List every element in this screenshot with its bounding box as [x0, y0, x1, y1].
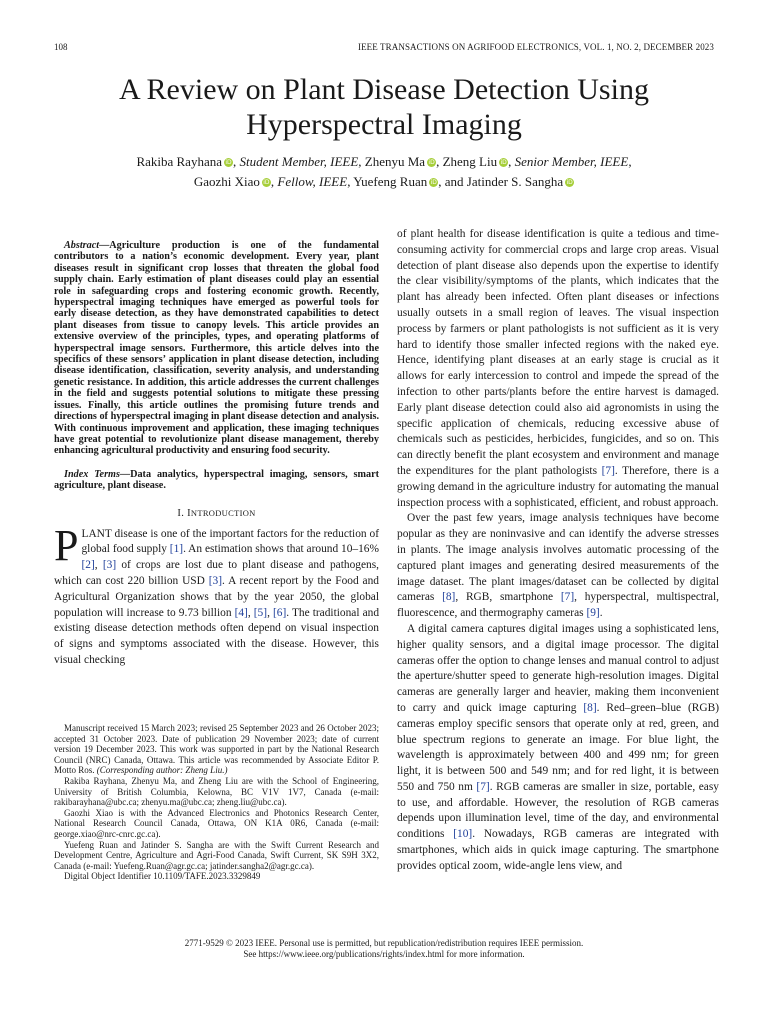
index-terms	[54, 469, 379, 492]
intro-text: ,	[247, 606, 254, 619]
body-text: A digital camera captures digital images using a sophisticated lens, higher quality sensors, and a digital image processor. The digital cameras offer the option to change lenses and manual control to adjust the aperture/shutter speed to generate high-resolution images. Digital cameras are generally larger and heavier, making them inconvenient to carry and quick image capturing	[397, 622, 719, 714]
section-heading-introduction	[54, 508, 379, 519]
intro-text: of crops are lost due to plant disease and pathogens, which can cost 220 billion USD	[54, 559, 379, 587]
body-text: , RGB, smartphone	[455, 591, 561, 604]
footnote-affiliation: Rakiba Rayhana, Zhenyu Ma, and Zheng Liu are with the School of Engineering, University of British Columbia, Kelowna, BC V1V 1V7, Canada (e-mail: rakibarayhana@ubc.ca; zhenyu.ma@ubc.ca; zheng.liu@ubc.ca).	[54, 775, 379, 808]
citation-link[interactable]: [7]	[601, 464, 615, 477]
author-list: Rakiba Rayhana iD, Student Member, IEEE, Zhenyu Ma iD, Zheng Liu iD, Senior Member, IEEE, Gaozhi Xiao iD, Fellow, IEEE, Yuefeng Ruan iD, and Jatinder S. Sangha iD	[136, 154, 632, 189]
author-name: Yuefeng Ruan	[353, 174, 428, 189]
footnotes	[54, 723, 379, 882]
intro-text: ,	[94, 559, 103, 572]
author-role: Student Member, IEEE	[239, 154, 359, 169]
footnote-affiliation: Gaozhi Xiao is with the Advanced Electronics and Photonics Research Center, National Research Council Canada, Ottawa, ON K1A 0R6, Canada (e-mail: george.xiao@nrc-cnrc.gc.ca).	[54, 807, 379, 839]
page-number: 108	[54, 42, 68, 52]
index-terms-label: Index Terms	[64, 468, 120, 480]
orcid-icon[interactable]: iD	[263, 179, 270, 186]
orcid-icon[interactable]: iD	[430, 179, 437, 186]
section-numeral: I.	[177, 507, 185, 519]
paper-title	[54, 72, 714, 142]
rights-link-line: See https://www.ieee.org/publications/rights/index.html for more information.	[243, 949, 525, 959]
drop-cap: P	[54, 520, 79, 570]
intro-text: . The traditional and existing disease detection methods often depend on visual inspection of signs and symptoms associated with the disease. However, this visual checking	[54, 606, 380, 666]
abstract-text: —Agriculture production is one of the fundamental contributors to a nation’s economic development. Every year, plant diseases result in significant crop losses that threaten the global food supply chain. Early estimation of plant diseases could play an essential role in safeguarding crops and fostering economic growth. Recently, hyperspectral imaging techniques have emerged as powerful tools for early disease detection, as they have demonstrated capabilities to detect plant diseases from tissue to canopy levels. This article provides an extensive overview of the principles, types, and operating platforms of hyperspectral image sensors. Furthermore, this article delves into the specifics of these sensors’ application in plant disease detection, including disease identification, classification, severity analysis, and understanding genetic resistance. In addition, this article addresses the current challenges in the field and suggests potential solutions to mitigate these pressing issues. Finally, this article outlines the promising future trends and directions of hyperspectral imaging in plant disease detection and analysis. With continuous improvement and application, these imaging techniques have great potential to revolutionize plant disease management, thereby enhancing agricultural productivity and ensuring food security.	[54, 240, 379, 457]
orcid-icon[interactable]: iD	[225, 159, 232, 166]
page-footer	[54, 938, 714, 960]
intro-text: . An estimation shows that around 10–16%	[183, 543, 379, 556]
citation-link[interactable]: [7]	[560, 591, 575, 604]
abstract	[54, 240, 379, 457]
footnote-text: Manuscript received 15 March 2023; revised 25 September 2023 and 26 October 2023; accepted 31 October 2023. Date of publication 29 November 2023; date of current version 19 December 2023. This work was supported in part by the National Research Council (NRC) Canada, Ottawa. This article was recommended by Associate Editor P. Motto Ros.	[54, 723, 379, 776]
citation-link[interactable]: [2]	[81, 559, 95, 572]
author-role: Fellow, IEEE	[277, 174, 348, 189]
body-paragraph	[397, 511, 719, 622]
citation-link[interactable]: [10]	[453, 828, 473, 841]
citation-link[interactable]: [3]	[102, 559, 117, 572]
corresponding-author: (Corresponding author: Zheng Liu.)	[96, 765, 228, 776]
body-text: , hyperspectral, multispectral, fluorescence, and thermography cameras	[397, 591, 719, 620]
citation-link[interactable]: [9]	[586, 607, 600, 620]
orcid-icon[interactable]: iD	[566, 179, 573, 186]
author-name: Zheng Liu	[442, 154, 498, 169]
author-name: Rakiba Rayhana	[136, 154, 222, 169]
body-paragraph	[397, 227, 719, 511]
title-line-1: A Review on Plant Disease Detection Using	[119, 73, 649, 106]
body-text: . Nowadays, RGB cameras are integrated with smartphones, which aids in quick image capturing. The smartphone provides optical zoom, wide-angle lens view, and	[397, 828, 719, 872]
title-line-2: Hyperspectral Imaging	[246, 108, 522, 141]
orcid-icon[interactable]: iD	[500, 159, 507, 166]
intro-text: ,	[267, 606, 273, 619]
citation-link[interactable]: [7]	[476, 780, 490, 793]
section-title-cap: I	[187, 507, 191, 519]
index-terms-text: —Data analytics, hyperspectral imaging, sensors, smart agriculture, plant disease.	[54, 468, 379, 492]
author-name: Jatinder S. Sangha	[466, 174, 564, 189]
body-paragraph	[397, 622, 719, 875]
author-name: Zhenyu Ma	[364, 154, 426, 169]
right-column	[397, 227, 719, 875]
body-text: . RGB cameras are smaller in size, portable, easy to use, and affordable. However, the resolution of RGB cameras depends upon illumination level, time of the day, and environmental conditions	[397, 780, 719, 841]
footnote-doi: Digital Object Identifier 10.1109/TAFE.2023.3329849	[64, 871, 261, 882]
footnote-affiliation: Yuefeng Ruan and Jatinder S. Sangha are with the Swift Current Research and Development Centre, Agriculture and Agri-Food Canada, Swift Current, SK S9H 3X2, Canada (e-mail: Yuefeng.Ruan@agr.gc.ca; jatinder.sangha2@agr.gc.ca).	[54, 839, 379, 871]
journal-header: IEEE TRANSACTIONS ON AGRIFOOD ELECTRONICS, VOL. 1, NO. 2, DECEMBER 2023	[357, 42, 714, 52]
left-column	[54, 240, 379, 669]
body-text: . Therefore, there is a growing demand in the agriculture industry for automating the manual inspection process with a sophisticated, efficient, and robust approach.	[397, 464, 719, 509]
author-conjunction: , and	[438, 174, 464, 189]
citation-link[interactable]: [8]	[442, 591, 456, 604]
body-text: of plant health for disease identification is quite a tedious and time-consuming activity for commercial crops and large crop areas. Visual detection of plant disease also depends upon the expertise to identify the clear visibility/symptoms of the plants, which indicates that the plant has already been infected. Often plant diseases or infections usually outsets in a small region of leaves. The visual inspection process by farmers or plant pathologists is not sufficient as it is very hard to identify those smaller infected regions with the naked eye. Hence, identifying plant diseases at an early stage is crucial as it allows for early intercession to control and impede the spread of the infection to other parts/plants before the entire harvest is damaged. Early plant disease detection could also aid agronomists in using the specific application of chemicals, reducing excessive abuse of chemicals such as pesticides, herbicides, fungicides, and so on. This can directly benefit the plant ecosystem and environment and manage the expenditures for the plant pathologists	[397, 228, 719, 477]
citation-link[interactable]: [1]	[169, 543, 184, 556]
author-role: Senior Member, IEEE	[514, 154, 629, 169]
citation-link[interactable]: [3]	[208, 574, 223, 587]
citation-link[interactable]: [5]	[253, 606, 268, 619]
intro-paragraph	[54, 520, 380, 669]
orcid-icon[interactable]: iD	[428, 159, 435, 166]
section-title-smallcaps: NTRODUCTION	[190, 507, 256, 518]
author-name: Gaozhi Xiao	[193, 174, 260, 189]
body-text: Over the past few years, image analysis techniques have become popular as they are noninvasive and can identify the adverse stresses in plants. The image analysis involves automatic processing of the captured plant images and generating desired measurements of the image dataset. The plant images/dataset can be collected by digital cameras	[397, 512, 719, 604]
intro-text: . A recent report by the Food and Agricultural Organization shows that by the year 2050, the global population will increase to 9.73 billion	[54, 574, 379, 619]
copyright-line: 2771-9529 © 2023 IEEE. Personal use is permitted, but republication/redistribution requires IEEE permission.	[184, 938, 584, 948]
citation-link[interactable]: [4]	[234, 606, 248, 619]
citation-link[interactable]: [8]	[583, 701, 597, 714]
footnote-manuscript	[54, 723, 379, 776]
intro-text: LANT disease is one of the important factors for the reduction of global food supply	[81, 527, 379, 556]
body-text: .	[599, 607, 603, 620]
body-text: . Red–green–blue (RGB) cameras employ specific sensors that operate only at red, green, and blue spectrum regions to generate an image. For blue light, the wavelength is approximately between 400 and 499 nm; for green light, it is between 500 and 549 nm; and for red light, it is between 550 and 750 nm	[397, 701, 719, 793]
abstract-label: Abstract	[64, 240, 100, 251]
citation-link[interactable]: [6]	[272, 606, 287, 619]
